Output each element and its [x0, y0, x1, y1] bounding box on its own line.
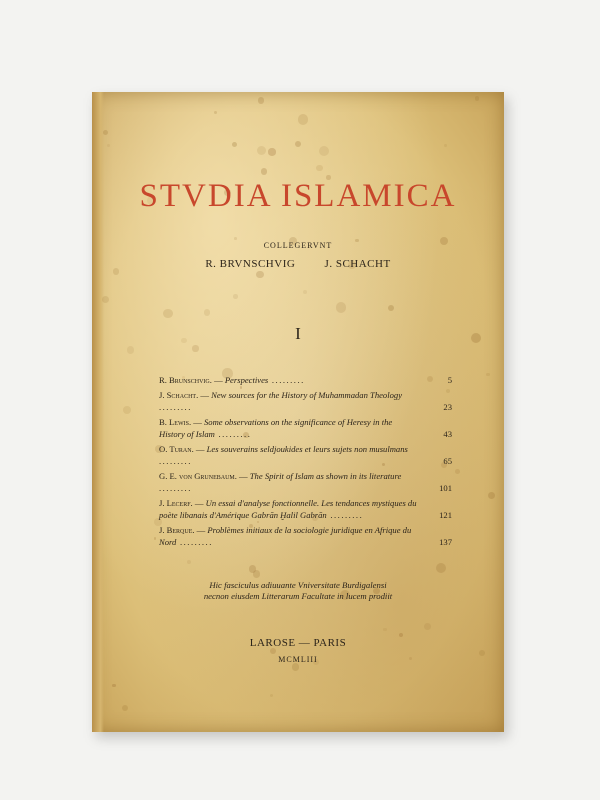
- toc-entry-text: J. Lecerf. — Un essai d'analyse fonctionnelle. Les tendances mystiques du poète libanais d'Amérique Gabrān Ḫalil Gabrān .........: [159, 498, 417, 520]
- toc-page-number: 43: [443, 429, 452, 439]
- toc-leader-dots: .........: [159, 456, 192, 466]
- toc-article-title: Les souverains seldjoukides et leurs sujets non musulmans: [206, 444, 408, 454]
- toc-article-title: Perspectives: [224, 375, 269, 385]
- toc-leader-dots: .........: [176, 537, 213, 547]
- colophon: [92, 580, 504, 602]
- toc-leader-dots: .........: [159, 402, 192, 412]
- editor-name: R. BRVNSCHVIG: [205, 258, 296, 270]
- collegervnt-label: COLLEGERVNT: [263, 241, 333, 250]
- toc-article-title: The Spirit of Islam as shown in its literature: [249, 471, 402, 481]
- toc-page-number: 65: [443, 456, 452, 466]
- toc-page-number: 137: [439, 537, 452, 547]
- toc-article-title: Un essai d'analyse fonctionnelle. Les tendances mystiques du poète libanais d'Amérique Gabrān Ḫalil Gabrān: [159, 498, 417, 520]
- toc-entry: [159, 524, 452, 548]
- toc-page-number: 23: [443, 402, 452, 412]
- toc-author: B. Lewis.: [159, 417, 192, 427]
- toc-article-title: Some observations on the significance of Heresy in the History of Islam: [159, 417, 393, 439]
- toc-entry-text: J. Schacht. — New sources for the History of Muhammadan Theology .........: [159, 390, 403, 412]
- toc-entry-text: O. Turan. — Les souverains seldjoukides et leurs sujets non musulmans .........: [159, 444, 408, 466]
- publication-year: MCMLIII: [278, 655, 318, 664]
- table-of-contents: [159, 374, 452, 551]
- toc-page-number: 5: [447, 375, 452, 385]
- toc-entry: [159, 416, 452, 440]
- toc-page-number: 121: [439, 510, 452, 520]
- toc-entry: [159, 443, 452, 467]
- toc-author: G. E. von Grunebaum.: [159, 471, 237, 481]
- volume-number: I: [295, 324, 301, 343]
- toc-article-title: New sources for the History of Muhammadan Theology: [211, 390, 403, 400]
- toc-entry: [159, 374, 452, 386]
- toc-author: R. Brunschvig.: [159, 375, 212, 385]
- toc-leader-dots: .........: [159, 483, 192, 493]
- toc-entry: [159, 389, 452, 413]
- toc-entry-text: G. E. von Grunebaum. — The Spirit of Islam as shown in its literature .........: [159, 471, 402, 493]
- toc-entry-text: R. Brunschvig. — Perspectives .........: [159, 375, 305, 385]
- journal-title: STVDIA ISLAMICA: [139, 178, 457, 214]
- colophon-line: Hic fasciculus adiuuante Vniversitate Burdigalensi: [209, 580, 387, 590]
- toc-article-title: Problèmes initiaux de la sociologie juridique en Afrique du Nord: [159, 525, 412, 547]
- book-cover: [92, 92, 504, 732]
- publisher: LAROSE — PARIS: [249, 637, 347, 649]
- toc-author: J. Berque.: [159, 525, 195, 535]
- colophon-line: necnon eiusdem Litterarum Facultate in lucem prodiit: [203, 591, 393, 601]
- toc-author: J. Lecerf.: [159, 498, 193, 508]
- toc-entry: [159, 497, 452, 521]
- editor-name: J. SCHACHT: [324, 258, 391, 270]
- cover-content: [92, 92, 504, 732]
- toc-entry-text: B. Lewis. — Some observations on the significance of Heresy in the History of Islam .........: [159, 417, 393, 439]
- toc-author: J. Schacht.: [159, 390, 199, 400]
- toc-page-number: 101: [439, 483, 452, 493]
- toc-leader-dots: .........: [214, 429, 252, 439]
- toc-entry: [159, 470, 452, 494]
- toc-entry-text: J. Berque. — Problèmes initiaux de la sociologie juridique en Afrique du Nord .........: [159, 525, 412, 547]
- toc-leader-dots: .........: [268, 375, 305, 385]
- toc-author: O. Turan.: [159, 444, 194, 454]
- editors-line: [92, 258, 504, 270]
- toc-leader-dots: .........: [326, 510, 364, 520]
